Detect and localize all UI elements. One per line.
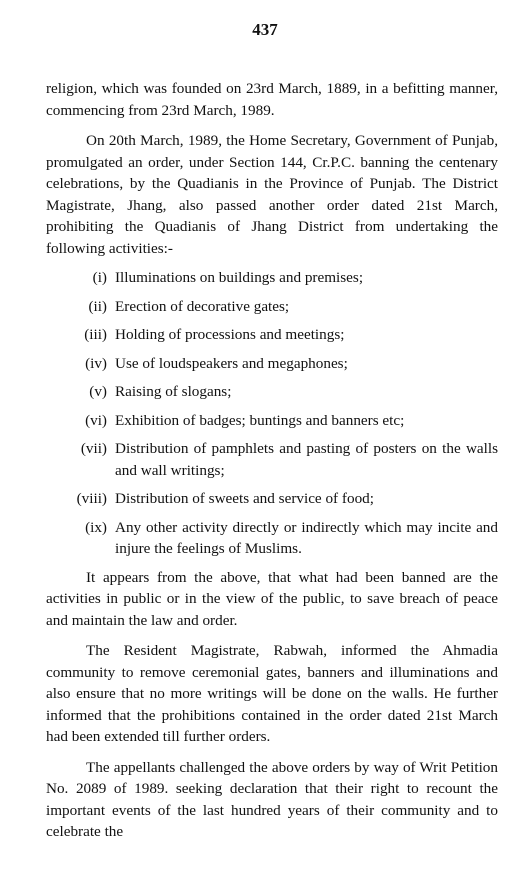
list-item xyxy=(46,488,498,510)
item-text: Illuminations on buildings and premises; xyxy=(115,269,364,286)
paragraph-resident-magistrate: The Resident Magistrate, Rabwah, informed the Ahmadia community to remove ceremonial gates, banners and illuminations and also ensure that no more writings will be done on the walls. He further informed that the prohibitions contained in the order dated 21st March had been extended till further orders. xyxy=(46,642,498,745)
paragraph-continuation: religion, which was founded on 23rd March, 1889, in a befitting manner, commencing from 23rd March, 1989. xyxy=(46,80,498,119)
list-item xyxy=(46,410,498,432)
item-text: Erection of decorative gates; xyxy=(115,297,290,315)
list-item xyxy=(46,296,498,318)
list-item xyxy=(46,267,498,289)
item-text: Exhibition of badges; buntings and banners etc; xyxy=(115,411,405,429)
item-text: Distribution of sweets and service of food; xyxy=(115,490,374,507)
item-number: (iii) xyxy=(84,326,107,343)
item-number: (iv) xyxy=(85,354,107,372)
paragraph-writ-petition: The appellants challenged the above orders by way of Writ Petition No. 2089 of 1989. seeking declaration that their right to recount the important events of the last hundred years of their community and to celebrate the xyxy=(46,758,498,840)
item-number: (ix) xyxy=(85,518,107,536)
list-item xyxy=(46,381,498,403)
list-item xyxy=(46,353,498,375)
item-number: (vii) xyxy=(80,440,107,457)
paragraph-banned: It appears from the above, that what had been banned are the activities in public or in the view of the public, to save breach of peace and maintain the law and order. xyxy=(46,568,498,629)
item-text: Distribution of pamphlets and pasting of posters on the walls and wall writings; xyxy=(115,440,498,479)
item-text: Any other activity directly or indirectly which may incite and injure the feelings of Muslims. xyxy=(115,518,498,557)
page-number: 437 xyxy=(252,20,278,39)
item-number: (v) xyxy=(89,383,107,400)
item-number: (viii) xyxy=(76,490,107,507)
item-text: Use of loudspeakers and megaphones; xyxy=(115,354,348,372)
item-number: (ii) xyxy=(88,297,107,315)
list-item xyxy=(46,517,498,560)
item-number: (vi) xyxy=(85,411,107,429)
item-text: Holding of processions and meetings; xyxy=(115,326,345,343)
item-text: Raising of slogans; xyxy=(115,383,232,400)
item-number: (i) xyxy=(92,269,107,286)
list-item xyxy=(46,438,498,481)
activities-list xyxy=(46,267,498,560)
paragraph-order: On 20th March, 1989, the Home Secretary, Government of Punjab, promulgated an order, under Section 144, Cr.P.C. banning the centenary celebrations, by the Quadianis in the Province of Punjab. The District Magistrate, Jhang, also passed another order dated 21st March, prohibiting the Quadianis of Jhang District from undertaking the following activities:- xyxy=(46,132,498,257)
list-item xyxy=(46,324,498,346)
page-body xyxy=(46,78,498,843)
